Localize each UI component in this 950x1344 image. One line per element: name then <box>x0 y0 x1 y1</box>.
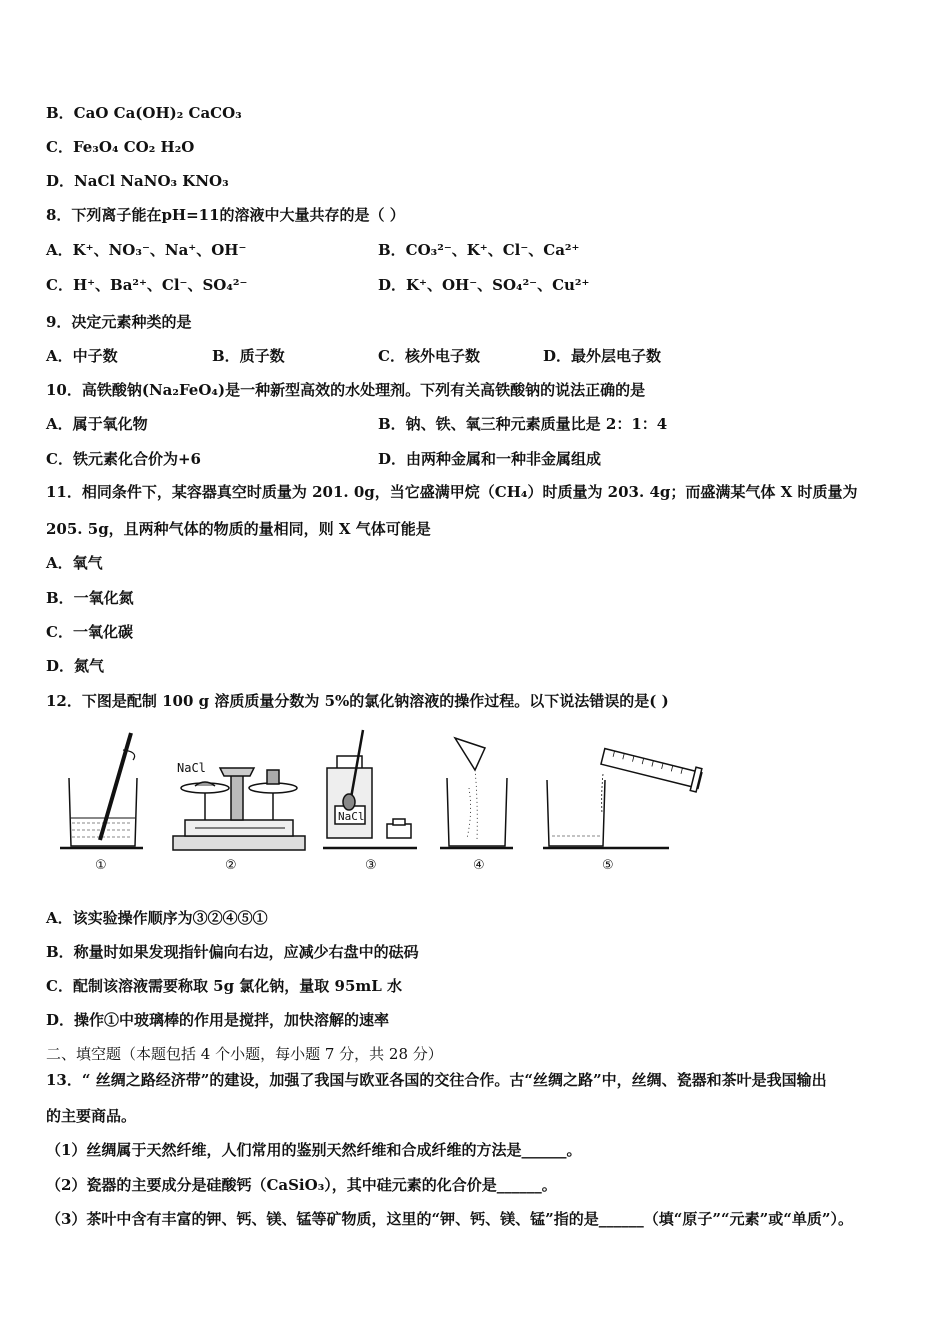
pouring-water-icon <box>543 745 703 848</box>
q13-part-3: （3）茶叶中含有丰富的钾、钙、镁、锰等矿物质，这里的“钾、钙、镁、锰”指的是______（填“原子”“元素”或“单质”）。 <box>46 1210 853 1228</box>
q11-option-d: D．氮气 <box>46 657 105 675</box>
q11-stem-line1: 11．相同条件下，某容器真空时质量为 201. 0g，当它盛满甲烷（CH₄）时质量为 203. 4g；而盛满某气体 X 时质量为 <box>46 483 858 501</box>
fig3-nacl-label: NaCl <box>338 810 365 823</box>
q10-option-c: C．铁元素化合价为+6 <box>46 450 201 468</box>
q8-stem: 8．下列离子能在pH=11的溶液中大量共存的是（ ） <box>46 206 405 224</box>
q13-part-2: （2）瓷器的主要成分是硅酸钙（CaSiO₃），其中硅元素的化合价是______。 <box>46 1176 557 1194</box>
fig-label-2: ② <box>225 858 237 873</box>
q10-option-b: B．钠、铁、氧三种元素质量比是 2：1：4 <box>378 415 668 433</box>
lab-operations-diagram <box>55 728 715 878</box>
q7-option-b: B．CaO Ca(OH)₂ CaCO₃ <box>46 104 242 122</box>
q13-stem-line2: 的主要商品。 <box>46 1107 137 1125</box>
q8-option-a: A．K⁺、NO₃⁻、Na⁺、OH⁻ <box>46 241 247 259</box>
q9-option-b: B．质子数 <box>212 347 285 365</box>
q13-part-1: （1）丝绸属于天然纤维，人们常用的鉴别天然纤维和合成纤维的方法是______。 <box>46 1141 582 1159</box>
q12-stem: 12．下图是配制 100 g 溶质质量分数为 5%的氯化钠溶液的操作过程。以下说法错误的是( ) <box>46 692 669 710</box>
q11-option-b: B．一氧化氮 <box>46 589 134 607</box>
q10-stem: 10．高铁酸钠(Na₂FeO₄)是一种新型高效的水处理剂。下列有关高铁酸钠的说法正确的是 <box>46 381 646 399</box>
fig-label-3: ③ <box>365 858 377 873</box>
q11-stem-line2: 205. 5g，且两种气体的物质的量相同，则 X 气体可能是 <box>46 520 431 538</box>
q12-option-d: D．操作①中玻璃棒的作用是搅拌，加快溶解的速率 <box>46 1011 390 1029</box>
fig-label-5: ⑤ <box>602 858 614 873</box>
q11-option-c: C．一氧化碳 <box>46 623 133 641</box>
q13-stem-line1: 13．“ 丝绸之路经济带”的建设，加强了我国与欧亚各国的交往合作。古“丝绸之路”中，丝绸、瓷器和茶叶是我国输出 <box>46 1071 827 1089</box>
q8-option-d: D．K⁺、OH⁻、SO₄²⁻、Cu²⁺ <box>378 276 590 294</box>
q12-option-c: C．配制该溶液需要称取 5g 氯化钠，量取 95mL 水 <box>46 977 403 995</box>
balance-scale-icon <box>173 768 305 850</box>
q7-option-c: C．Fe₃O₄ CO₂ H₂O <box>46 138 195 156</box>
q8-option-c: C．H⁺、Ba²⁺、Cl⁻、SO₄²⁻ <box>46 276 248 294</box>
q11-option-a: A．氧气 <box>46 554 103 572</box>
fig2-nacl-label: NaCl <box>177 761 206 775</box>
q9-stem: 9．决定元素种类的是 <box>46 313 192 331</box>
q12-figure <box>55 728 715 878</box>
pouring-solid-icon <box>440 738 513 848</box>
q7-option-d: D．NaCl NaNO₃ KNO₃ <box>46 172 229 190</box>
q12-option-b: B．称量时如果发现指针偏向右边，应减少右盘中的砝码 <box>46 943 419 961</box>
beaker-stirring-icon <box>60 733 143 848</box>
fig-label-1: ① <box>95 858 107 873</box>
q9-option-c: C．核外电子数 <box>378 347 480 365</box>
q8-option-b: B．CO₃²⁻、K⁺、Cl⁻、Ca²⁺ <box>378 241 580 259</box>
q12-option-a: A．该实验操作顺序为③②④⑤① <box>46 909 268 927</box>
section-2-heading: 二、填空题（本题包括 4 个小题，每小题 7 分，共 28 分） <box>46 1045 443 1063</box>
q10-option-a: A．属于氧化物 <box>46 415 148 433</box>
q10-option-d: D．由两种金属和一种非金属组成 <box>378 450 602 468</box>
fig-label-4: ④ <box>473 858 485 873</box>
q9-option-a: A．中子数 <box>46 347 118 365</box>
q9-option-d: D．最外层电子数 <box>543 347 662 365</box>
reagent-bottle-icon <box>323 730 417 848</box>
